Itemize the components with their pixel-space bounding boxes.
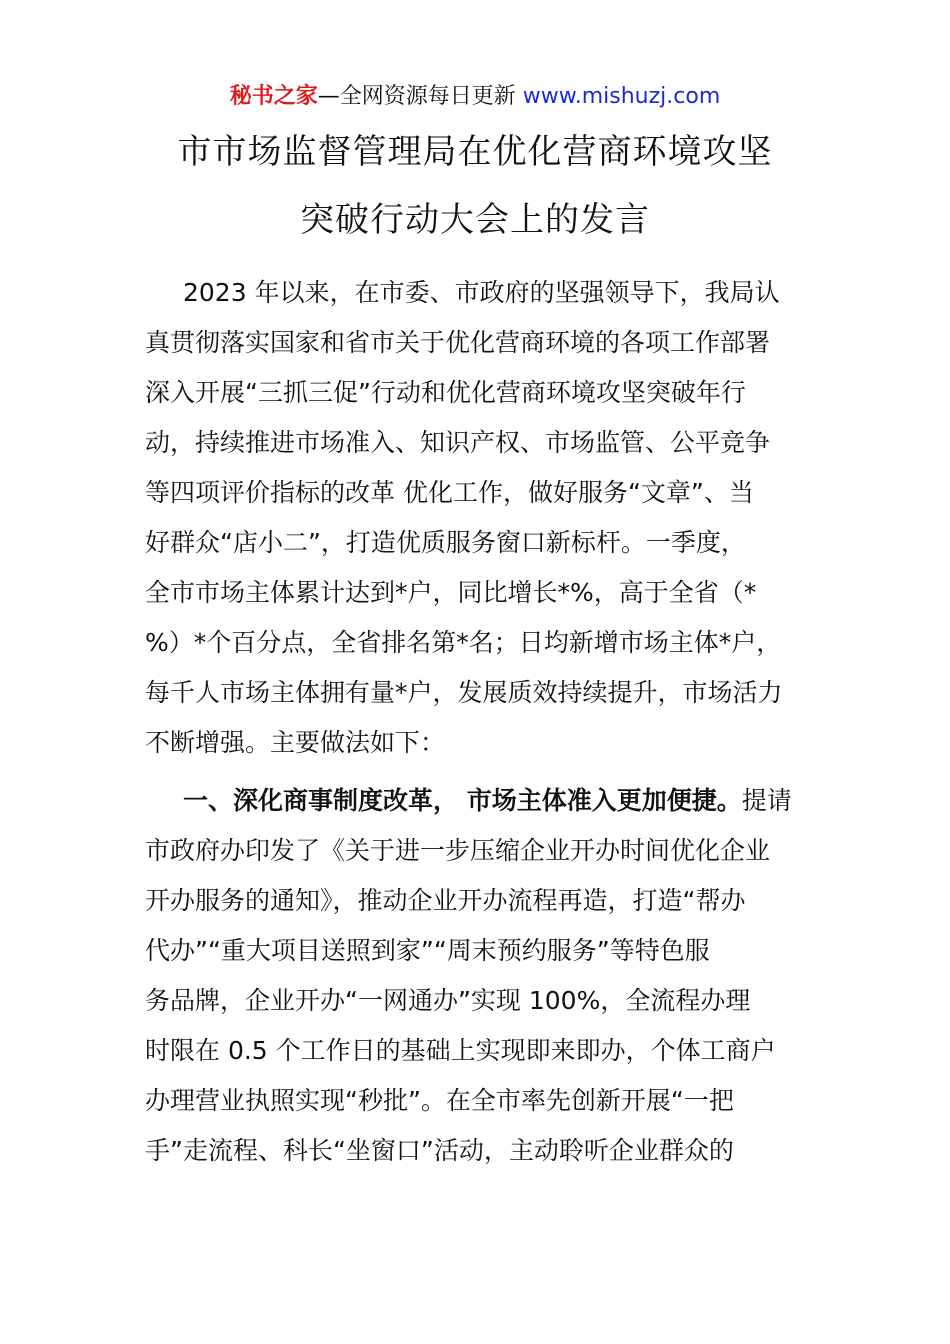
text-line: 开办服务的通知》，推动企业开办流程再造，打造“帮办	[145, 886, 746, 915]
text-line: %）*个百分点，全省排名第*名；日均新增市场主体*户，	[145, 628, 782, 657]
text-line	[145, 776, 813, 826]
text-line: 务品牌，企业开办“一网通办”实现 100%，全流程办理	[145, 986, 751, 1015]
text-line: 手”走流程、科长“坐窗口”活动，主动聆听企业群众的	[145, 1136, 734, 1165]
text-line: 每千人市场主体拥有量*户，发展质效持续提升，市场活力	[145, 678, 783, 707]
watermark-header	[0, 80, 950, 114]
text-line: 深入开展“三抓三促”行动和优化营商环境攻坚突破年行	[145, 378, 746, 407]
document-title-line-1: 市市场监督管理局在优化营商环境攻坚	[177, 132, 773, 172]
section-heading: 一、深化商事制度改革， 市场主体准入更加便捷。	[183, 786, 742, 815]
text-line: 办理营业执照实现“秒批”。在全市率先创新开展“一把	[145, 1086, 734, 1115]
text-line: 动，持续推进市场准入、知识产权、市场监管、公平竞争	[145, 428, 771, 457]
paragraph-section-one	[145, 776, 813, 1176]
text-line: 等四项评价指标的改革 优化工作，做好服务“文章”、当	[145, 478, 754, 507]
text-line: 真贯彻落实国家和省市关于优化营商环境的各项工作部署	[145, 328, 771, 357]
brand-name: 秘书之家	[229, 84, 318, 109]
site-url[interactable]: www.mishuzj.com	[522, 84, 721, 109]
text-line: 全市市场主体累计达到*户，同比增长*%，高于全省（*	[145, 578, 757, 607]
text-line: 市政府办印发了《关于进一步压缩企业开办时间优化企业	[145, 836, 771, 865]
text-line: 好群众“店小二”，打造优质服务窗口新标杆。一季度，	[145, 528, 746, 557]
text-line: 2023 年以来，在市委、市政府的坚强领导下，我局认	[183, 278, 780, 307]
paragraph-intro	[145, 268, 813, 768]
document-title-line-2: 突破行动大会上的发言	[300, 200, 650, 240]
text-line: 代办”“重大项目送照到家”“周末预约服务”等特色服	[145, 936, 710, 965]
section-text-start: 提请	[741, 786, 792, 815]
text-line: 时限在 0.5 个工作日的基础上实现即来即办，个体工商户	[145, 1036, 776, 1065]
text-line: 不断增强。主要做法如下：	[145, 728, 446, 757]
header-tagline: —全网资源每日更新	[317, 84, 523, 109]
